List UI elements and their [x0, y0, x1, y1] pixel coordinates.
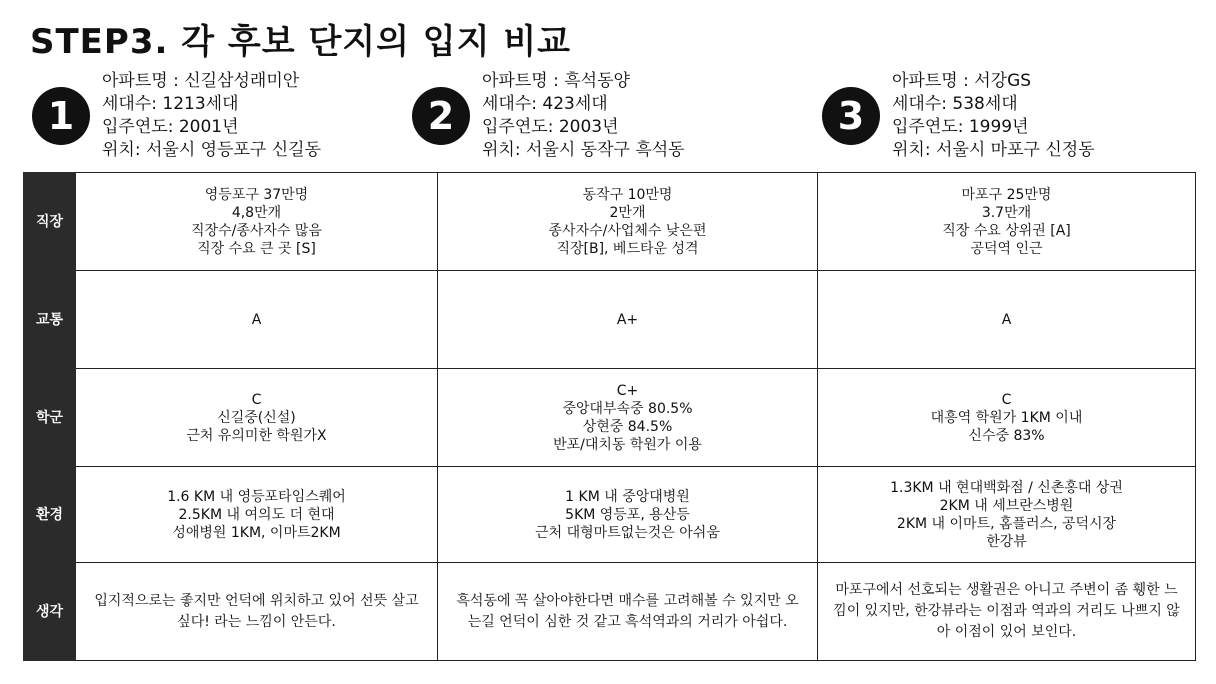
cell-line: 신길중(신설) [217, 409, 296, 426]
row-transport [24, 271, 1196, 369]
row-header-thoughts: 생각 [24, 563, 76, 661]
cell-line: 3.7만개 [981, 204, 1032, 221]
candidate-1 [32, 66, 321, 166]
cell-line: 2KM 내 이마트, 홈플러스, 공덕시장 [896, 515, 1117, 532]
row-header-environment: 환경 [24, 467, 76, 563]
cell-workplace-2 [438, 173, 818, 271]
row-header-workplace: 직장 [24, 173, 76, 271]
cell-line: 신수중 83% [968, 427, 1045, 444]
cell-line: 2KM 내 세브란스병원 [939, 497, 1074, 514]
cell-school-2 [438, 369, 818, 467]
cell-line: 마포구에서 선호되는 생활권은 아니고 주변이 좀 휑한 느낌이 있지만, 한강뷰라는 이점과 역과의 거리도 나쁘지 않아 이점이 있어 보인다. [833, 582, 1180, 640]
cell-line: 성애병원 1KM, 이마트2KM [172, 524, 341, 541]
cell-line: 직장수/종사자수 많음 [191, 222, 322, 239]
cell-line: 직장 수요 상위권 [A] [942, 222, 1071, 239]
location: 위치: 서울시 마포구 신정동 [892, 140, 1095, 160]
comparison-table [23, 172, 1196, 661]
cell-environment-1 [76, 467, 438, 563]
cell-line: 중앙대부속중 80.5% [562, 400, 693, 417]
cell-thoughts-3 [818, 563, 1196, 661]
cell-line: 직장[B], 베드타운 성격 [556, 240, 699, 257]
location: 위치: 서울시 동작구 흑석동 [482, 140, 685, 160]
candidate-3 [822, 66, 1095, 166]
cell-environment-2 [438, 467, 818, 563]
cell-line: 상현중 84.5% [582, 418, 673, 435]
move-in-year: 입주연도: 1999년 [892, 117, 1029, 137]
cell-line: 근처 유의미한 학원가X [186, 427, 327, 444]
household-count: 세대수: 423세대 [482, 94, 608, 114]
cell-line: 공덕역 인근 [970, 240, 1043, 257]
apartment-name: 아파트명 : 서강GS [892, 71, 1032, 91]
cell-school-3 [818, 369, 1196, 467]
household-count: 세대수: 538세대 [892, 94, 1018, 114]
candidate-info [102, 70, 321, 162]
cell-line: 4,8만개 [231, 204, 282, 221]
cell-line: C [251, 391, 262, 408]
cell-transport-2 [438, 271, 818, 369]
cell-line: 영등포구 37만명 [204, 186, 309, 203]
cell-line: 대흥역 학원가 1KM 이내 [930, 409, 1083, 426]
household-count: 세대수: 1213세대 [102, 94, 239, 114]
candidate-info [482, 70, 685, 162]
cell-workplace-3 [818, 173, 1196, 271]
cell-line: 5KM 영등포, 용산등 [565, 506, 690, 523]
cell-line: 마포구 25만명 [961, 186, 1052, 203]
number-badge-1: 1 [32, 87, 90, 145]
cell-transport-1 [76, 271, 438, 369]
move-in-year: 입주연도: 2001년 [102, 117, 239, 137]
cell-line: 종사자수/사업체수 낮은편 [548, 222, 707, 239]
move-in-year: 입주연도: 2003년 [482, 117, 619, 137]
cell-line: A [251, 311, 262, 328]
cell-line: C [1001, 391, 1012, 408]
cell-line: A [1001, 311, 1012, 328]
cell-line: 한강뷰 [986, 533, 1027, 550]
cell-line: 1.6 KM 내 영등포타임스퀘어 [167, 488, 346, 505]
apartment-name: 아파트명 : 흑석동양 [482, 71, 630, 91]
apartment-name: 아파트명 : 신길삼성래미안 [102, 71, 300, 91]
cell-thoughts-1 [76, 563, 438, 661]
cell-environment-3 [818, 467, 1196, 563]
cell-line: 반포/대치동 학원가 이용 [553, 436, 702, 453]
candidate-2 [412, 66, 685, 166]
row-school [24, 369, 1196, 467]
cell-school-1 [76, 369, 438, 467]
row-header-transport: 교통 [24, 271, 76, 369]
number-badge-3: 3 [822, 87, 880, 145]
page-title: STEP3. 각 후보 단지의 입지 비교 [30, 22, 572, 62]
cell-transport-3 [818, 271, 1196, 369]
number-badge-2: 2 [412, 87, 470, 145]
candidate-info [892, 70, 1095, 162]
cell-workplace-1 [76, 173, 438, 271]
cell-line: 2만개 [609, 204, 646, 221]
row-environment [24, 467, 1196, 563]
row-header-school: 학군 [24, 369, 76, 467]
cell-line: 흑석동에 꼭 살아야한다면 매수를 고려해볼 수 있지만 오는길 언덕이 심한 것 같고 흑석역과의 거리가 아쉽다. [456, 592, 799, 630]
location: 위치: 서울시 영등포구 신길동 [102, 140, 322, 160]
cell-line: 2.5KM 내 여의도 더 현대 [178, 506, 335, 523]
cell-line: 동작구 10만명 [582, 186, 673, 203]
cell-line: 1.3KM 내 현대백화점 / 신촌홍대 상권 [890, 479, 1123, 496]
cell-line: 근처 대형마트없는것은 아쉬움 [535, 524, 720, 541]
cell-line: A+ [616, 311, 639, 328]
cell-line: 1 KM 내 중앙대병원 [565, 488, 690, 505]
row-thoughts [24, 563, 1196, 661]
cell-thoughts-2 [438, 563, 818, 661]
cell-line: 직장 수요 큰 곳 [S] [197, 240, 316, 257]
cell-line: C+ [616, 382, 639, 399]
cell-line: 입지적으로는 좋지만 언덕에 위치하고 있어 선뜻 살고싶다! 라는 느낌이 안든다. [94, 592, 419, 630]
row-workplace [24, 173, 1196, 271]
